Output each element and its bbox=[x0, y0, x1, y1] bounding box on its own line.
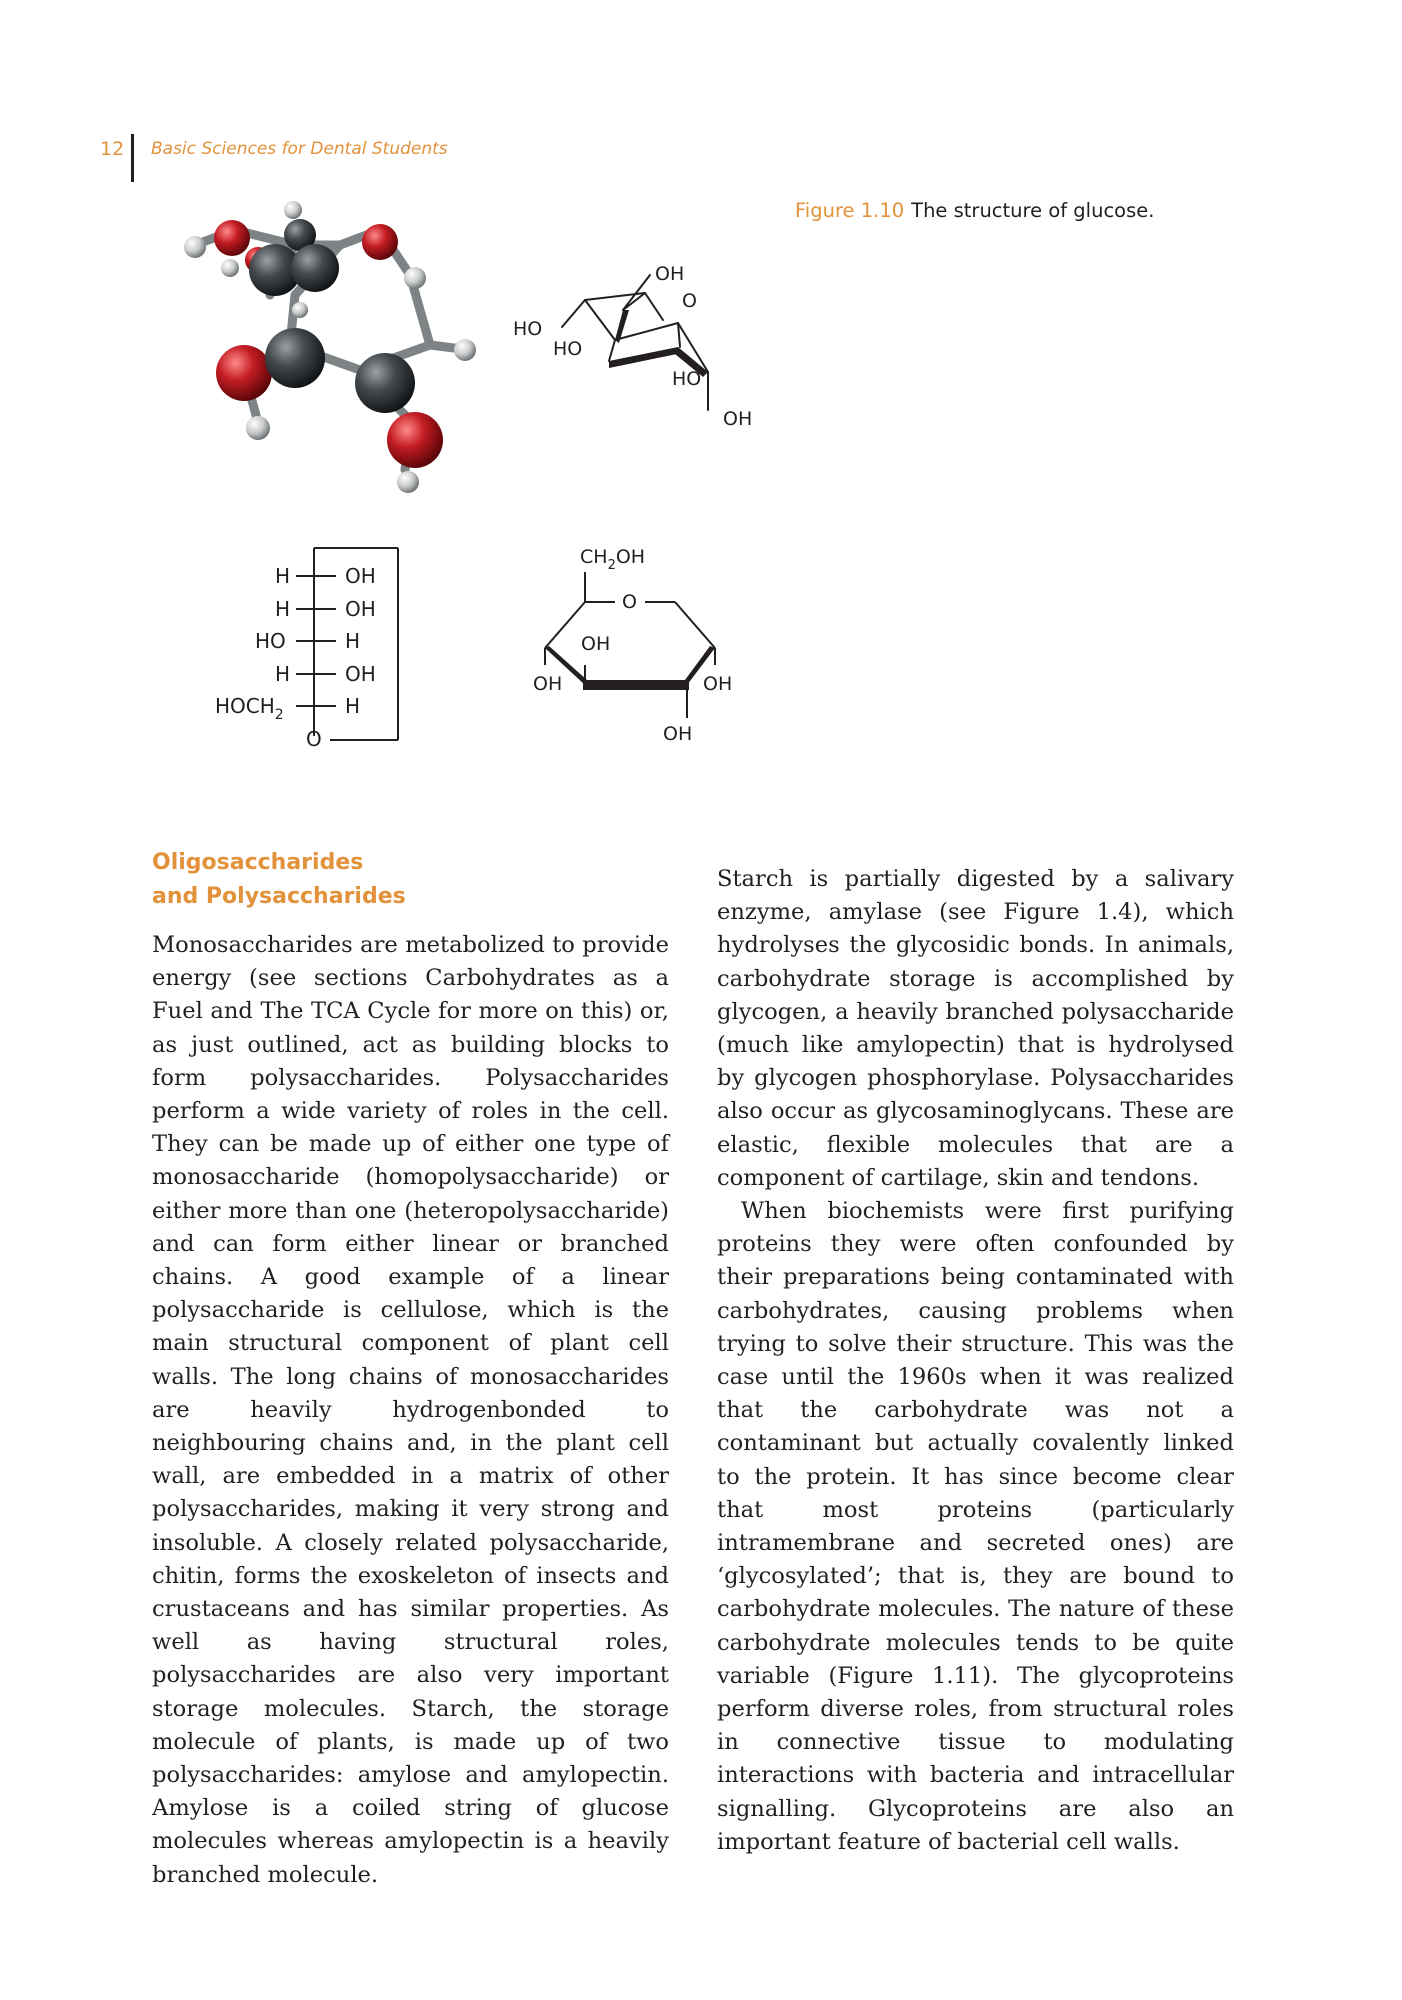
hydrogen-atom bbox=[454, 339, 476, 361]
header-divider bbox=[131, 134, 134, 182]
figure-caption-text: The structure of glucose. bbox=[911, 199, 1155, 222]
left-column bbox=[152, 929, 669, 1892]
fischer-row2-right: OH bbox=[345, 597, 376, 621]
chair-ho-bottom-label: HO bbox=[672, 368, 702, 390]
fischer-row5-right: H bbox=[345, 694, 361, 718]
haworth-oh-inner: OH bbox=[581, 633, 611, 655]
fischer-row3-right: H bbox=[345, 629, 361, 653]
hydrogen-atom bbox=[292, 302, 308, 318]
hydrogen-atom bbox=[397, 471, 419, 493]
glucose-3d-model bbox=[140, 190, 500, 520]
carbon-atom bbox=[355, 353, 415, 413]
chair-ring-oxygen: O bbox=[682, 290, 697, 312]
right-column bbox=[717, 863, 1234, 1859]
section-heading bbox=[152, 846, 572, 914]
book-title: Basic Sciences for Dental Students bbox=[151, 139, 448, 159]
glucose-chair-structure bbox=[505, 255, 775, 440]
oxygen-atom bbox=[216, 345, 272, 401]
haworth-oh-bottom: OH bbox=[663, 723, 693, 745]
oxygen-atom bbox=[387, 412, 443, 468]
hydrogen-atom bbox=[221, 259, 239, 277]
haworth-ring-oxygen: O bbox=[622, 591, 637, 613]
fischer-row5-left: $HOCH_2$ bbox=[215, 694, 284, 723]
oxygen-atom bbox=[214, 220, 250, 256]
body-paragraph: Starch is partially digested by a salivary enzyme, amylase (see Figure 1.4), which hydrolyses the glycosidic bonds. In animals, carbohydrate storage is accomplished by glycogen, a heavily branched polysaccharide (much like amylopectin) that is hydrolysed by glycogen phosphorylase. Polysaccharides also occur as glycosaminoglycans. These are elastic, flexible molecules that are a component of cartilage, skin and tendons. bbox=[717, 866, 1234, 1191]
fischer-row4-right: OH bbox=[345, 662, 376, 686]
chair-ho-mid-label: HO bbox=[553, 338, 583, 360]
hydrogen-atom bbox=[404, 267, 426, 289]
hydrogen-atom bbox=[284, 201, 302, 219]
carbon-atom bbox=[265, 328, 325, 388]
fischer-row4-left: H bbox=[275, 662, 291, 686]
fischer-row3-left: HO bbox=[255, 629, 286, 653]
section-heading-line2: and Polysaccharides bbox=[152, 884, 406, 909]
page-number: 12 bbox=[100, 138, 125, 160]
hydrogen-atom bbox=[184, 236, 206, 258]
haworth-oh-right: OH bbox=[703, 673, 733, 695]
chair-oh-bottom-label: OH bbox=[723, 408, 753, 430]
fischer-ring-oxygen: O bbox=[306, 727, 322, 751]
haworth-ch2oh-label: $CH_2OH$ bbox=[580, 546, 646, 573]
fischer-row1-right: OH bbox=[345, 564, 376, 588]
glucose-fischer-projection bbox=[200, 540, 420, 755]
haworth-oh-left: OH bbox=[533, 673, 563, 695]
section-heading-line1: Oligosaccharides bbox=[152, 850, 364, 875]
fischer-row1-left: H bbox=[275, 564, 291, 588]
carbon-atom bbox=[291, 244, 339, 292]
chair-ho-left-label: HO bbox=[513, 318, 543, 340]
figure-label: Figure 1.10 bbox=[795, 199, 905, 222]
body-paragraph: When biochemists were first purifying proteins they were often confounded by their preparations being contaminated with carbohydrates, causing problems when trying to solve their structure. This was the case until the 1960s when it was realized that the carbohydrate was not a contaminant but actually covalently linked to the protein. It has since become clear that most proteins (particularly intramembrane and secreted ones) are ‘glycosylated’; that is, they are bound to carbohydrate molecules. The nature of these carbohydrate molecules tends to be quite variable (Figure 1.11). The glycoproteins perform diverse roles, from structural roles in connective tissue to modulating interactions with bacteria and intracellular signalling. Glycoproteins are also an important feature of bacterial cell walls. bbox=[717, 1198, 1234, 1855]
figure-caption bbox=[795, 199, 1154, 222]
body-paragraph: Monosaccharides are metabolized to provide energy (see sections Carbohydrates as a Fuel and The TCA Cycle for more on this) or, as just outlined, act as building blocks to form polysaccharides. Polysaccharides perform a wide variety of roles in the cell. They can be made up of either one type of monosaccharide (homopolysaccharide) or either more than one (heteropolysaccharide) and can form either linear or branched chains. A good example of a linear polysaccharide is cellulose, which is the main structural component of plant cell walls. The long chains of monosaccharides are heavily hydrogenbonded to neighbouring chains and, in the plant cell wall, are embedded in a matrix of other polysaccharides, making it very strong and insoluble. A closely related polysaccharide, chitin, forms the exoskeleton of insects and crustaceans and has similar properties. As well as having structural roles, polysaccharides are also very important storage molecules. Starch, the storage molecule of plants, is made up of two polysaccharides: amylose and amylopectin. Amylose is a coiled string of glucose molecules whereas amylopectin is a heavily branched molecule. bbox=[152, 932, 669, 1888]
hydrogen-atom bbox=[246, 416, 270, 440]
glucose-haworth-projection bbox=[525, 540, 755, 760]
chair-oh-top-label: OH bbox=[655, 263, 685, 285]
oxygen-atom bbox=[362, 224, 398, 260]
fischer-row2-left: H bbox=[275, 597, 291, 621]
